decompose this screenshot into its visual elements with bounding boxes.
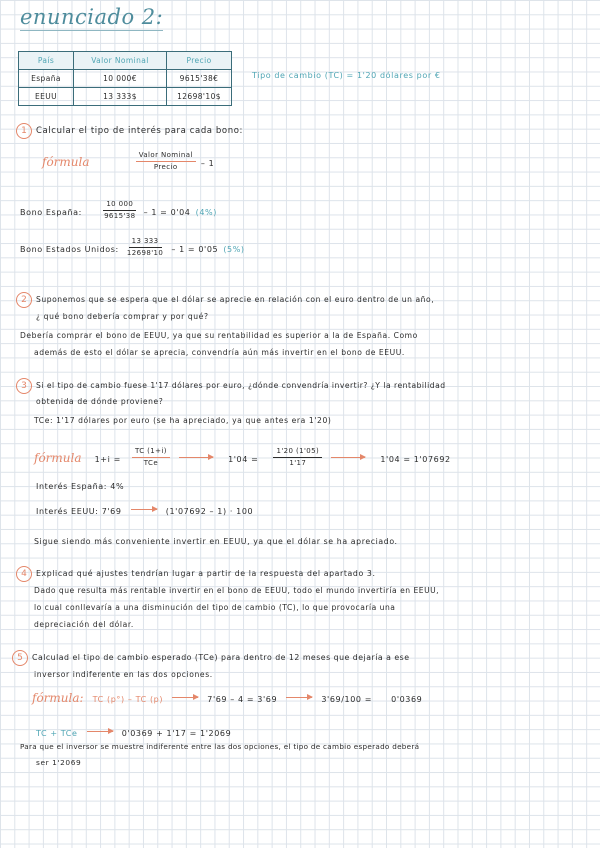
table-header: Valor Nominal: [74, 52, 167, 70]
conclusion-5-line-1: Para que el inversor se muestre indiferente entre las dos opciones, el tipo de cambio esperado deberá: [20, 742, 420, 751]
interest-spain: Interés España: 4%: [36, 482, 125, 491]
fraction-numerator: 13 333: [129, 236, 162, 248]
formula-label: fórmula:: [32, 691, 84, 705]
table-header: País: [19, 52, 74, 70]
answer-4-line-2: lo cual conllevaría a una disminución del tipo de cambio (TC), lo que provocaría una: [34, 603, 396, 612]
us-bond-label: Bono Estados Unidos:: [20, 245, 119, 254]
question-number-5: 5: [12, 650, 28, 666]
table-cell: 9615'38€: [167, 70, 232, 88]
question-5-line-1: Calculad el tipo de cambio esperado (TCe) para dentro de 12 meses que dejaría a ese: [32, 653, 410, 662]
answer-2-line-1: Debería comprar el bono de EEUU, ya que su rentabilidad es superior a la de España. Como: [20, 331, 418, 340]
formula-left: 1+i =: [94, 455, 121, 464]
step-result: 1'04 = 1'07692: [380, 455, 451, 464]
question-number-1: 1: [16, 123, 32, 139]
formula-tail: – 1: [200, 159, 215, 168]
answer-2-line-2: además de esto el dólar se aprecia, convendría aún más invertir en el bono de EEUU.: [34, 348, 405, 357]
formula-expression: TC (p°) – TC (p): [92, 695, 164, 704]
formula-3: [34, 446, 451, 469]
fraction-denominator: 9615'38: [104, 212, 136, 220]
arrow-icon: [172, 697, 198, 698]
spain-bond-label: Bono España:: [20, 208, 82, 217]
formula-fraction: [132, 446, 170, 469]
question-number-2: 2: [16, 292, 32, 308]
table-cell: 10 000€: [74, 70, 167, 88]
interest-us-row: [36, 499, 253, 518]
formula-fraction: [136, 150, 196, 173]
fraction-denominator: 1'17: [289, 459, 307, 467]
formula-5: [32, 687, 422, 706]
table-cell: 12698'10$: [167, 88, 232, 106]
step-1: 7'69 – 4 = 3'69: [207, 695, 278, 704]
page-title: enunciado 2:: [20, 5, 164, 29]
arrow-icon: [286, 697, 312, 698]
final-left: TC + TCe: [36, 729, 78, 738]
table-cell: España: [19, 70, 74, 88]
step-fraction: [273, 446, 322, 469]
step-left: 1'04 =: [228, 455, 259, 464]
fraction-denominator: 12698'10: [126, 249, 164, 257]
formula-label: fórmula: [34, 451, 82, 465]
final-right: 0'0369 + 1'17 = 1'2069: [121, 729, 232, 738]
question-3-line-1: Si el tipo de cambio fuese 1'17 dólares por euro, ¿dónde convendría invertir? ¿Y la rentabilidad: [36, 381, 446, 390]
question-2-line-2: ¿ qué bono debería comprar y por qué?: [36, 312, 209, 321]
fraction-denominator: Precio: [153, 163, 178, 171]
fraction-numerator: Valor Nominal: [136, 150, 196, 162]
final-calc-row: [36, 721, 231, 740]
question-5-line-2: inversor indiferente en las dos opciones.: [34, 670, 213, 679]
arrow-icon: [179, 457, 213, 458]
spain-result: – 1 = 0'04: [143, 208, 191, 217]
conclusion-5-line-2: ser 1'2069: [36, 758, 82, 767]
question-number-3: 3: [16, 378, 32, 394]
table-cell: EEUU: [19, 88, 74, 106]
exchange-rate-note: Tipo de cambio (TC) = 1'20 dólares por €: [252, 71, 441, 80]
tc-expected-line: TCe: 1'17 dólares por euro (se ha apreciado, ya que antes era 1'20): [34, 416, 332, 425]
us-result: – 1 = 0'05: [171, 245, 219, 254]
interest-us-calc: (1'07692 – 1) · 100: [165, 507, 254, 516]
question-3-line-2: obtenida de dónde proviene?: [36, 397, 164, 406]
interest-us: Interés EEUU: 7'69: [36, 507, 122, 516]
spain-bond-calc: [20, 199, 217, 222]
fraction-numerator: TC (1+i): [132, 446, 170, 458]
spain-percent: (4%): [195, 208, 217, 217]
question-number-4: 4: [16, 566, 32, 582]
spain-fraction: [101, 199, 138, 222]
us-fraction: [124, 236, 166, 259]
table-header: Precio: [167, 52, 232, 70]
question-1-text: Calcular el tipo de interés para cada bono:: [36, 126, 243, 136]
fraction-numerator: 1'20 (1'05): [273, 446, 322, 458]
step-2: 3'69/100 =: [321, 695, 373, 704]
us-percent: (5%): [223, 245, 245, 254]
bond-table: [18, 51, 232, 106]
fraction-numerator: 10 000: [103, 199, 136, 211]
table-cell: 13 333$: [74, 88, 167, 106]
fraction-denominator: TCe: [143, 459, 159, 467]
arrow-icon: [131, 509, 157, 510]
question-2-line-1: Suponemos que se espera que el dólar se aprecie en relación con el euro dentro de un año,: [36, 295, 435, 304]
question-4-text: Explicad qué ajustes tendrían lugar a partir de la respuesta del apartado 3.: [36, 569, 376, 578]
answer-4-line-3: depreciación del dólar.: [34, 620, 134, 629]
us-bond-calc: [20, 236, 245, 259]
arrow-icon: [87, 731, 113, 732]
answer-4-line-1: Dado que resulta más rentable invertir en el bono de EEUU, todo el mundo invertiría en EEUU,: [34, 586, 440, 595]
arrow-icon: [331, 457, 365, 458]
step-3: 0'0369: [391, 695, 423, 704]
formula-1: [42, 150, 214, 173]
formula-label: fórmula: [42, 155, 90, 169]
conclusion-3: Sigue siendo más conveniente invertir en EEUU, ya que el dólar se ha apreciado.: [34, 537, 398, 546]
